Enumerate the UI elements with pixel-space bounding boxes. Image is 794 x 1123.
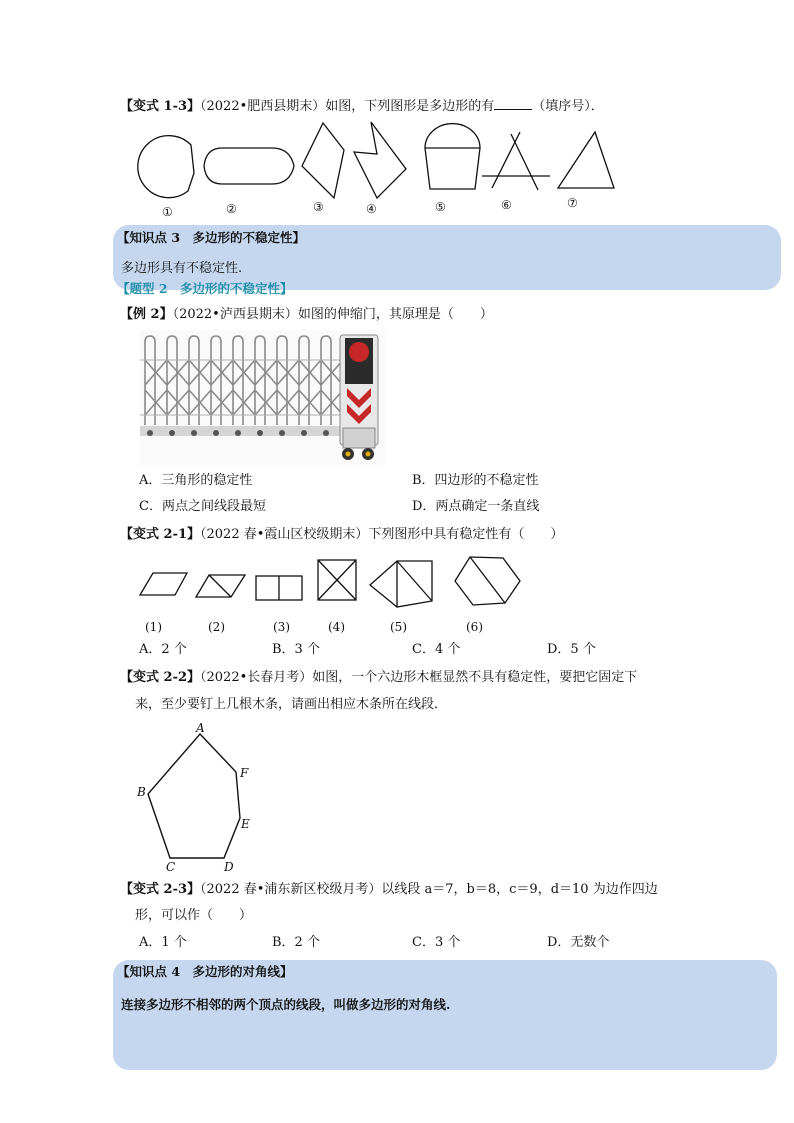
retractable-gate-image xyxy=(140,330,385,465)
var13-question xyxy=(120,97,604,116)
var13-figures xyxy=(130,118,630,220)
figure-label-2: ② xyxy=(226,202,237,216)
vertex-label-d: D xyxy=(224,860,234,874)
example2-option-d[interactable]: D．两点确定一条直线 xyxy=(412,499,540,514)
var23-text1: （2022 春•浦东新区校级月考）以线段 a＝7，b＝8，c＝9，d＝10 为边作四边 xyxy=(200,882,658,897)
figure-concave xyxy=(354,122,406,198)
shape-label-6: (6) xyxy=(466,620,483,634)
var22-text1: （2022•长春月考）如图，一个六边形木框显然不具有稳定性，要把它固定下 xyxy=(200,670,638,685)
var13-text: （2022•肥西县期末）如图，下列图形是多边形的有 xyxy=(200,99,495,114)
var21-option-a[interactable]: A．2 个 xyxy=(139,642,187,657)
figure-triangle xyxy=(558,132,614,188)
knowledge3-content: 多边形具有不稳定性. xyxy=(121,261,243,276)
var13-tag: 【变式 1-3】 xyxy=(120,99,201,114)
vertex-label-c: C xyxy=(166,860,176,874)
figure-line-left xyxy=(492,132,520,188)
figure-label-3: ③ xyxy=(313,200,324,214)
var21-option-d[interactable]: D．5 个 xyxy=(547,642,596,657)
answer-blank[interactable] xyxy=(494,97,532,110)
shape-label-5: (5) xyxy=(390,620,407,634)
var23-option-c[interactable]: C．3 个 xyxy=(412,935,461,950)
hexagon-outline xyxy=(148,734,240,858)
example2-question xyxy=(120,306,493,324)
var23-option-a[interactable]: A．1 个 xyxy=(139,935,187,950)
shape-label-4: (4) xyxy=(328,620,345,634)
shape-label-2: (2) xyxy=(208,620,225,634)
example2-text: （2022•泸西县期末）如图的伸缩门，其原理是（ ） xyxy=(172,307,493,322)
vertex-label-b: B xyxy=(137,785,146,799)
var22-question-line2: 来，至少要钉上几根木条，请画出相应木条所在线段． xyxy=(135,697,448,712)
figure-label-1: ① xyxy=(162,205,173,219)
var21-option-b[interactable]: B．3 个 xyxy=(272,642,320,657)
var23-option-b[interactable]: B．2 个 xyxy=(272,935,320,950)
figure-label-7: ⑦ xyxy=(567,196,578,210)
figure-label-5: ⑤ xyxy=(435,200,446,214)
var23-question-line1 xyxy=(120,881,658,899)
vertex-label-f: F xyxy=(240,766,249,780)
shape-pentagon-diagonals xyxy=(370,561,432,607)
figure-label-6: ⑥ xyxy=(501,198,512,212)
figure-basket xyxy=(425,124,480,189)
var23-question-line2: 形，可以作（ ） xyxy=(135,908,253,923)
example2-tag: 【例 2】 xyxy=(120,307,173,322)
shape-label-1: (1) xyxy=(145,620,162,634)
type2-title: 【题型 2 多边形的不稳定性】 xyxy=(117,281,293,296)
var21-figures xyxy=(135,555,535,640)
var21-option-c[interactable]: C．4 个 xyxy=(412,642,461,657)
var22-tag: 【变式 2-2】 xyxy=(120,670,201,685)
var21-text: （2022 春•霞山区校级期末）下列图形中具有稳定性有（ ） xyxy=(200,527,564,542)
example2-option-b[interactable]: B．四边形的不稳定性 xyxy=(412,473,539,488)
vertex-label-e: E xyxy=(241,817,250,831)
example2-option-c[interactable]: C．两点之间线段最短 xyxy=(139,499,266,514)
figure-stadium xyxy=(204,148,294,184)
hexagon-figure xyxy=(130,718,270,878)
example2-option-a[interactable]: A．三角形的稳定性 xyxy=(139,473,253,488)
var23-option-d[interactable]: D．无数个 xyxy=(547,935,610,950)
var21-tag: 【变式 2-1】 xyxy=(120,527,201,542)
knowledge3-title: 【知识点 3 多边形的不稳定性】 xyxy=(117,230,306,245)
var22-question-line1 xyxy=(120,669,637,687)
figure-label-4: ④ xyxy=(366,202,377,216)
var23-tag: 【变式 2-3】 xyxy=(120,882,201,897)
shape-label-3: (3) xyxy=(273,620,290,634)
shape-parallelogram xyxy=(140,573,187,595)
figure-pacman xyxy=(138,136,194,198)
var13-text-after: （填序号）． xyxy=(532,99,604,114)
knowledge4-content: 连接多边形不相邻的两个顶点的线段，叫做多边形的对角线. xyxy=(121,997,451,1012)
figure-line-right xyxy=(511,134,538,190)
vertex-label-a: A xyxy=(196,721,205,735)
knowledge4-title: 【知识点 4 多边形的对角线】 xyxy=(117,964,293,979)
figure-quadrilateral xyxy=(302,123,344,198)
var21-question xyxy=(120,526,563,544)
